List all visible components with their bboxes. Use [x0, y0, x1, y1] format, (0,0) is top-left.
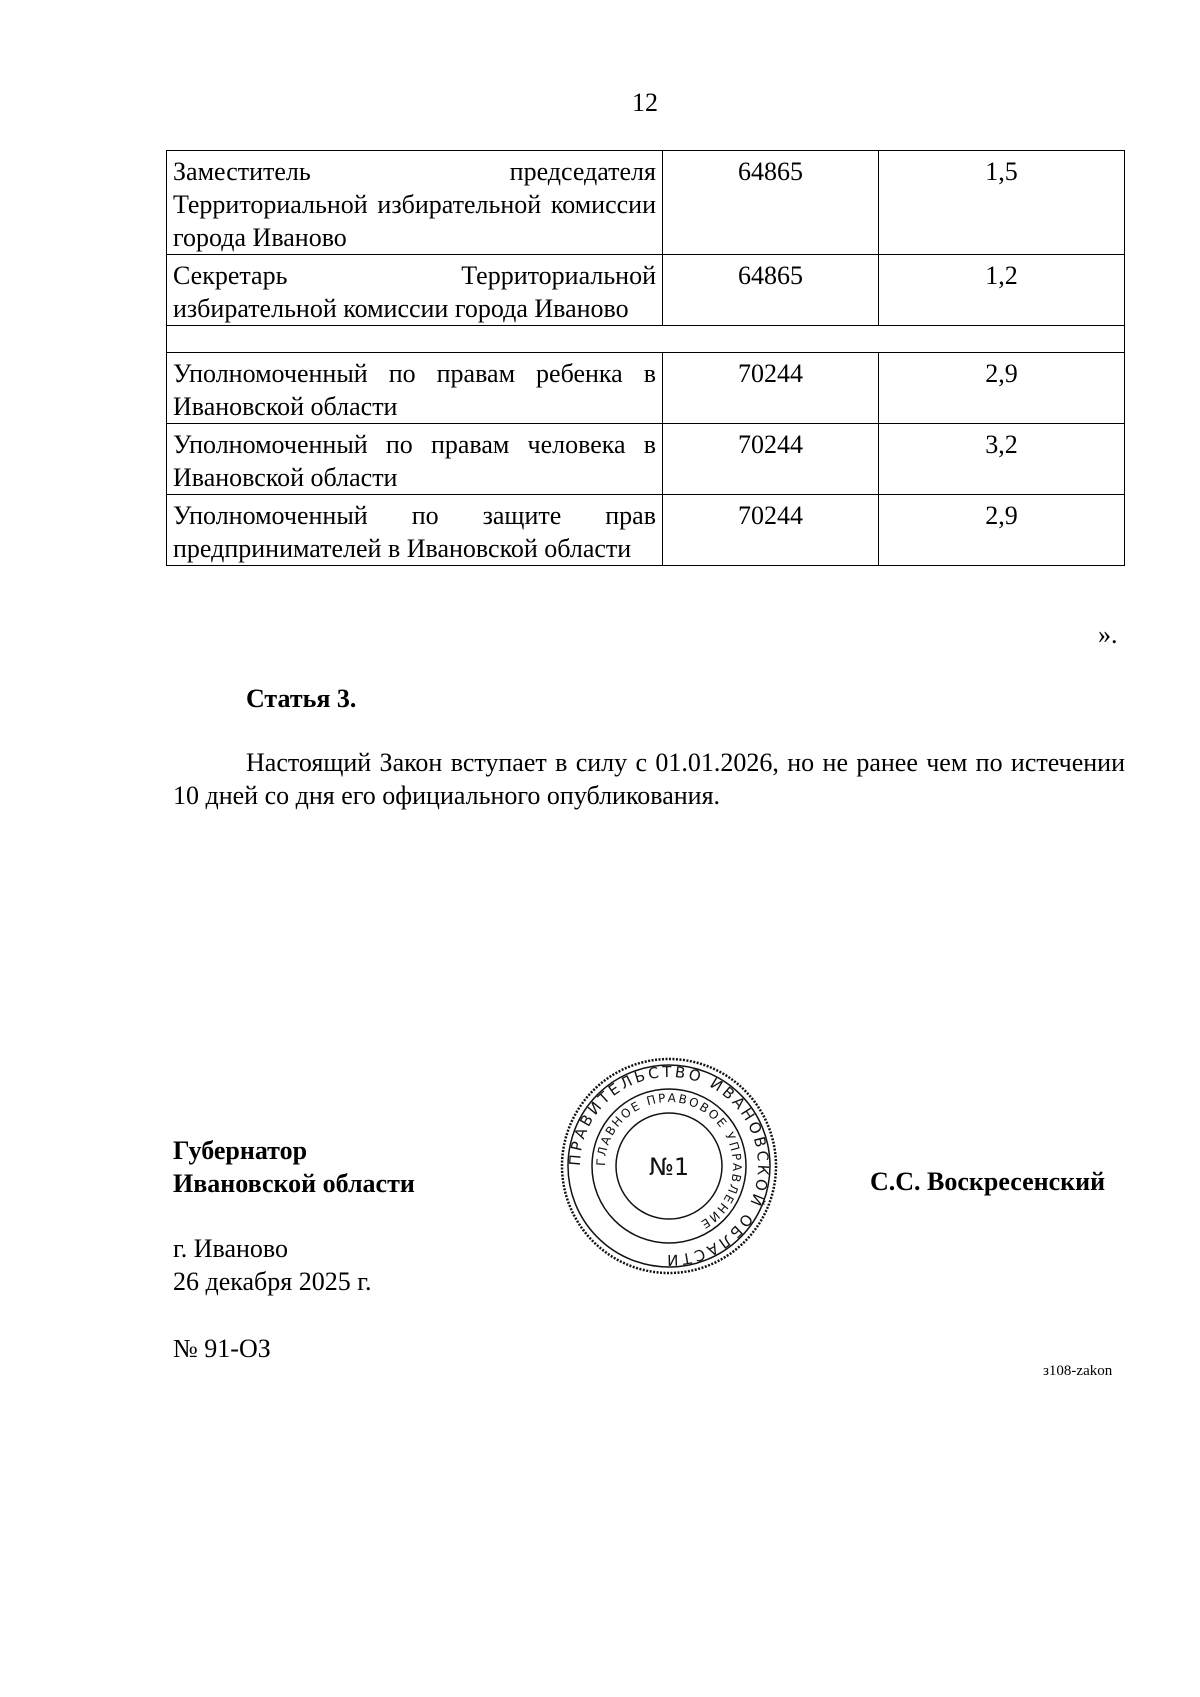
table-row: [167, 495, 1125, 566]
position-name: Заместитель председателя Территориальной избирательной комиссии города Иваново: [167, 151, 663, 255]
law-number: № 91-ОЗ: [173, 1334, 271, 1363]
official-seal: [558, 1055, 780, 1277]
table-row: [167, 255, 1125, 326]
salary-value: 70244: [663, 424, 879, 495]
seal-inner-text: ГЛАВНОЕ ПРАВОВОЕ УПРАВЛЕНИЕ: [593, 1090, 745, 1233]
salary-value: 64865: [663, 255, 879, 326]
signatory-title-line1: Губернатор: [173, 1136, 308, 1165]
table-row: [167, 151, 1125, 255]
signatory-name: С.С. Воскресенский: [870, 1167, 1106, 1196]
table-row: [167, 353, 1125, 424]
page-number: 12: [632, 88, 658, 117]
table-row-empty: [167, 326, 1125, 353]
signatory-title: [173, 1134, 415, 1200]
signatory-title-line2: Ивановской области: [173, 1169, 415, 1198]
position-name: Секретарь Территориальной избирательной комиссии города Иваново: [167, 255, 663, 326]
article-text: Настоящий Закон вступает в силу с 01.01.2026, но не ранее чем по истечении 10 дней со дня его официального опубликования.: [173, 748, 1125, 810]
signing-date: 26 декабря 2025 г.: [173, 1267, 372, 1296]
coefficient-value: 2,9: [879, 353, 1125, 424]
seal-outer-text: ПРАВИТЕЛЬСТВО ИВАНОВСКОЙ ОБЛАСТИ: [565, 1062, 773, 1270]
salary-value: 70244: [663, 495, 879, 566]
place-of-signing: г. Иваново: [173, 1234, 288, 1263]
table-row: [167, 424, 1125, 495]
closing-quote: ».: [1098, 620, 1118, 649]
coefficient-value: 1,5: [879, 151, 1125, 255]
coefficient-value: 2,9: [879, 495, 1125, 566]
salary-value: 64865: [663, 151, 879, 255]
file-code: з108-zakon: [1043, 1363, 1113, 1379]
coefficient-value: 1,2: [879, 255, 1125, 326]
article-heading: Статья 3.: [246, 684, 357, 713]
seal-center-number: №1: [648, 1153, 690, 1181]
position-name: Уполномоченный по правам ребенка в Ивановской области: [167, 353, 663, 424]
salary-table: [166, 150, 1125, 566]
position-name: Уполномоченный по правам человека в Ивановской области: [167, 424, 663, 495]
position-name: Уполномоченный по защите прав предпринимателей в Ивановской области: [167, 495, 663, 566]
empty-cell: [167, 326, 1125, 353]
coefficient-value: 3,2: [879, 424, 1125, 495]
salary-value: 70244: [663, 353, 879, 424]
